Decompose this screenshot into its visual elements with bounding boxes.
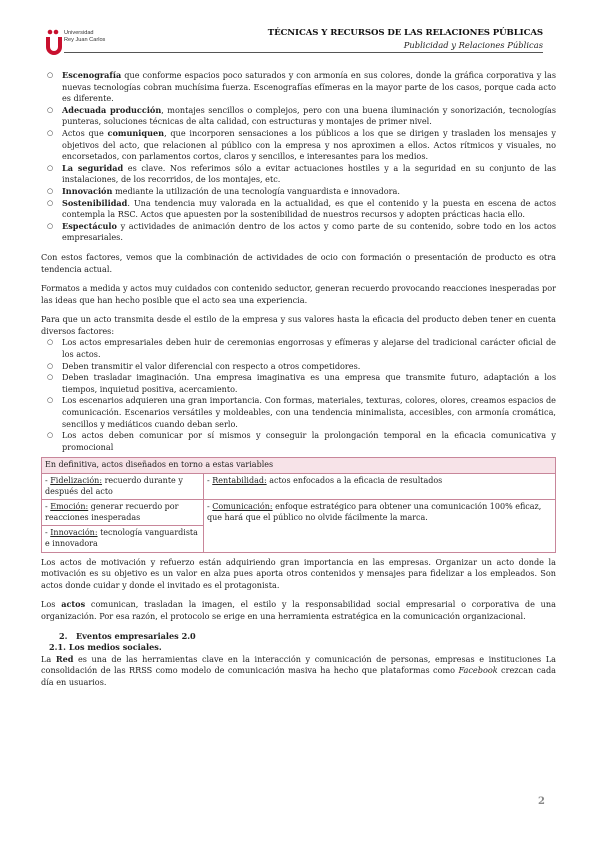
table-heading: En definitiva, actos diseñados en torno a estas variables bbox=[42, 458, 556, 474]
list-item: ○ Los escenarios adquieren una gran importancia. Con formas, materiales, texturas, colores, olores, creamos espacios de comunicación. Escenarios versátiles y moldeables, con una tendencia minimalista, accesibles, con armonía cromática, sencillos y mediáticos cuando deban serlo. bbox=[41, 395, 556, 430]
paragraph: Los actos de motivación y refuerzo están adquiriendo gran importancia en las empresas. Organizar un acto donde la motivación es su objetivo es un valor en alza pues aporta otros contenidos y mensajes para fidelizar a los empleados. Son actos donde cuidar y donde el invitado es el protagonista. bbox=[41, 556, 556, 590]
subsection-heading: 2.1. Los medios sociales. bbox=[49, 642, 162, 653]
university-line2: Rey Juan Carlos bbox=[64, 37, 106, 43]
section-heading: 2. Eventos empresariales 2.0 bbox=[59, 630, 196, 641]
header-divider bbox=[64, 52, 543, 53]
recommendations-list bbox=[41, 337, 556, 453]
variables-table bbox=[41, 457, 556, 552]
university-line1: Universidad bbox=[64, 30, 94, 36]
list-item: ○ Actos que comuniquen, que incorporen sensaciones a los públicos a los que se dirigen y trasladen los mensajes y objetivos del acto, que relacionen al público con la empresa y nos aproximen a ellos. Actos rítmicos y visuales, no encorsetados, con parlamentos cortos, claros y sencillos, e interesantes para los medios. bbox=[41, 128, 556, 163]
table-row bbox=[42, 474, 556, 500]
list-item: ○ Escenografía que conforme espacios poco saturados y con armonía en sus colores, donde la gráfica corporativa y las nuevas tecnologías cobran muchísima fuerza. Escenografías efímeras en la mayor parte de los casos, porque cada acto es diferente. bbox=[41, 70, 556, 105]
university-name bbox=[64, 30, 105, 44]
list-item: ○ Espectáculo y actividades de animación dentro de los actos y como parte de su contenido, sobre todo en los actos empresariales. bbox=[41, 221, 556, 244]
document-title: TÉCNICAS Y RECURSOS DE LAS RELACIONES PÚBLICAS bbox=[267, 28, 543, 38]
page-header bbox=[0, 0, 600, 60]
factors-list bbox=[41, 70, 556, 244]
paragraph: Con estos factores, vemos que la combinación de actividades de ocio con formación o presentación de producto es otra tendencia actual. bbox=[41, 251, 556, 274]
paragraph: La Red es una de las herramientas clave en la interacción y comunicación de personas, empresas e instituciones La consolidación de las RRSS como modelo de comunicación masiva ha hecho que plataformas como Facebook crezcan cada día en usuarios. bbox=[41, 653, 556, 687]
page-content bbox=[41, 70, 556, 689]
list-item: ○ Deben transmitir el valor diferencial con respecto a otros competidores. bbox=[41, 361, 556, 373]
table-row bbox=[42, 500, 556, 526]
list-item: ○ Adecuada producción, montajes sencillos o complejos, pero con una buena iluminación y sonorización, tecnologías punteras, soluciones técnicas de alta calidad, con estructuras y montajes de primer nivel. bbox=[41, 105, 556, 128]
list-item: ○ Deben trasladar imaginación. Una empresa imaginativa es una empresa que transmite futuro, adaptación a los tiempos, inquietud positiva, acercamiento. bbox=[41, 372, 556, 395]
paragraph: Los actos comunican, trasladan la imagen, el estilo y la responsabilidad social empresarial o corporativa de una organización. Por esa razón, el protocolo se erige en una herramienta estratégica en la comunicación organizacional. bbox=[41, 599, 556, 621]
paragraph: Formatos a medida y actos muy cuidados con contenido seductor, generan recuerdo provocando reacciones inesperadas por las ideas que han hecho posible que el acto sea una experiencia. bbox=[41, 283, 556, 305]
table-cell: - Innovación: tecnología vanguardista e innovadora bbox=[42, 526, 204, 552]
table-cell: - Emoción: generar recuerdo por reacciones inesperadas bbox=[42, 500, 204, 526]
list-item: ○ Sostenibilidad. Una tendencia muy valorada en la actualidad, es que el contenido y la puesta en escena de actos contempla la RSC. Actos que apuesten por la sostenibilidad de nuestros recursos y adopten prácticas hacia ello. bbox=[41, 198, 556, 221]
list-item: ○ Los actos empresariales deben huir de ceremonias engorrosas y efímeras y alejarse del tradicional carácter oficial de los actos. bbox=[41, 337, 556, 360]
paragraph: Para que un acto transmita desde el estilo de la empresa y sus valores hasta la eficacia del producto deben tener en cuenta diversos factores: bbox=[41, 314, 556, 336]
table-cell: - Comunicación: enfoque estratégico para obtener una comunicación 100% eficaz, que hará que el público no olvide fácilmente la marca. bbox=[204, 500, 556, 552]
table-cell: - Fidelización: recuerdo durante y después del acto bbox=[42, 474, 204, 500]
list-item: ○ La seguridad es clave. Nos referimos sólo a evitar actuaciones hostiles y a la seguridad en su conjunto de las instalaciones, de los recorridos, de los montajes, etc. bbox=[41, 163, 556, 186]
page-number: 2 bbox=[538, 796, 545, 807]
list-item: ○ Los actos deben comunicar por sí mismos y conseguir la prolongación temporal en la eficacia comunicativa y promocional bbox=[41, 430, 556, 453]
table-cell: - Rentabilidad: actos enfocados a la eficacia de resultados bbox=[204, 474, 556, 500]
document-subtitle: Publicidad y Relaciones Públicas bbox=[403, 40, 543, 50]
list-item: ○ Innovación mediante la utilización de una tecnología vanguardista e innovadora. bbox=[41, 186, 556, 198]
